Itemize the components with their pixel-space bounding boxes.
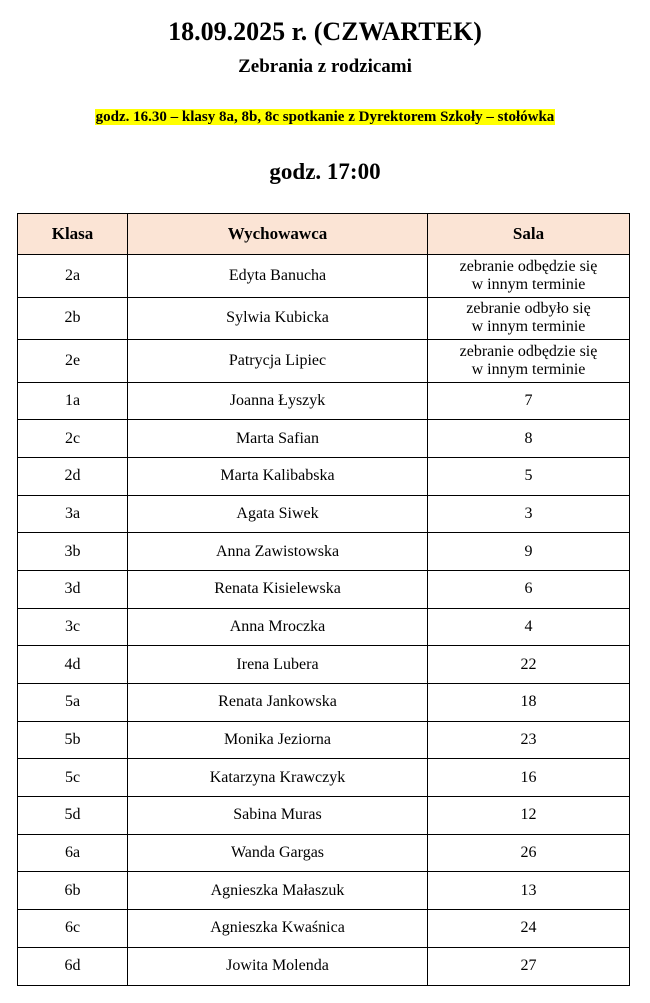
cell-sala: 22 (428, 646, 630, 684)
table-row (18, 495, 630, 533)
cell-klasa: 5b (18, 721, 128, 759)
cell-wychowawca: Agata Siwek (128, 495, 428, 533)
column-header-klasa: Klasa (18, 214, 128, 255)
column-header-sala: Sala (428, 214, 630, 255)
cell-klasa: 3a (18, 495, 128, 533)
table-row (18, 759, 630, 797)
cell-sala (428, 340, 630, 383)
cell-wychowawca: Jowita Molenda (128, 947, 428, 985)
cell-klasa: 6a (18, 834, 128, 872)
cell-klasa: 4d (18, 646, 128, 684)
cell-wychowawca: Marta Kalibabska (128, 457, 428, 495)
cell-wychowawca: Sabina Muras (128, 797, 428, 835)
cell-sala: 9 (428, 533, 630, 571)
cell-klasa: 3b (18, 533, 128, 571)
cell-klasa: 2a (18, 255, 128, 298)
table-row (18, 872, 630, 910)
table-row (18, 570, 630, 608)
table-row (18, 608, 630, 646)
cell-sala: 12 (428, 797, 630, 835)
sala-note-line: zebranie odbędzie się (459, 342, 598, 360)
cell-sala: 6 (428, 570, 630, 608)
schedule-table (17, 213, 630, 986)
cell-klasa: 5d (18, 797, 128, 835)
cell-sala: 8 (428, 420, 630, 458)
cell-sala (428, 297, 630, 340)
cell-klasa: 2e (18, 340, 128, 383)
cell-klasa: 6b (18, 872, 128, 910)
sala-note-line: w innym terminie (471, 318, 586, 336)
highlight-notice (0, 107, 650, 127)
cell-klasa: 6d (18, 947, 128, 985)
cell-sala: 23 (428, 721, 630, 759)
table-row (18, 340, 630, 383)
table-row (18, 910, 630, 948)
page-subtitle: Zebrania z rodzicami (238, 56, 412, 77)
column-header-wychowawca: Wychowawca (128, 214, 428, 255)
table-row (18, 834, 630, 872)
cell-klasa: 2d (18, 457, 128, 495)
cell-sala: 24 (428, 910, 630, 948)
cell-wychowawca: Edyta Banucha (128, 255, 428, 298)
cell-klasa: 3c (18, 608, 128, 646)
table-row (18, 797, 630, 835)
page-title: 18.09.2025 r. (CZWARTEK) (168, 17, 482, 46)
cell-sala: 16 (428, 759, 630, 797)
table-row (18, 255, 630, 298)
cell-sala: 26 (428, 834, 630, 872)
cell-sala (428, 255, 630, 298)
cell-sala: 18 (428, 684, 630, 722)
sala-note-line: zebranie odbędzie się (459, 257, 598, 275)
cell-klasa: 3d (18, 570, 128, 608)
cell-wychowawca: Marta Safian (128, 420, 428, 458)
cell-wychowawca: Renata Jankowska (128, 684, 428, 722)
table-row (18, 533, 630, 571)
cell-wychowawca: Wanda Gargas (128, 834, 428, 872)
cell-wychowawca: Sylwia Kubicka (128, 297, 428, 340)
cell-wychowawca: Agnieszka Małaszuk (128, 872, 428, 910)
cell-wychowawca: Monika Jeziorna (128, 721, 428, 759)
table-row (18, 420, 630, 458)
cell-sala: 27 (428, 947, 630, 985)
table-row (18, 646, 630, 684)
table-row (18, 684, 630, 722)
table-row (18, 721, 630, 759)
cell-sala: 5 (428, 457, 630, 495)
table-body (18, 255, 630, 986)
cell-wychowawca: Agnieszka Kwaśnica (128, 910, 428, 948)
table-header-row (18, 214, 630, 255)
cell-klasa: 5c (18, 759, 128, 797)
sala-note-line: w innym terminie (471, 275, 586, 293)
table-row (18, 297, 630, 340)
cell-wychowawca: Katarzyna Krawczyk (128, 759, 428, 797)
cell-wychowawca: Irena Lubera (128, 646, 428, 684)
cell-wychowawca: Anna Zawistowska (128, 533, 428, 571)
cell-sala: 4 (428, 608, 630, 646)
table-row (18, 457, 630, 495)
cell-klasa: 1a (18, 382, 128, 420)
cell-wychowawca: Renata Kisielewska (128, 570, 428, 608)
sala-note-line: zebranie odbyło się (466, 300, 591, 318)
cell-klasa: 6c (18, 910, 128, 948)
highlight-notice-text: godz. 16.30 – klasy 8a, 8b, 8c spotkanie z Dyrektorem Szkoły – stołówka (95, 109, 555, 125)
cell-sala: 13 (428, 872, 630, 910)
cell-sala: 7 (428, 382, 630, 420)
sala-note-line: w innym terminie (471, 360, 586, 378)
cell-klasa: 2c (18, 420, 128, 458)
table-row (18, 947, 630, 985)
cell-sala: 3 (428, 495, 630, 533)
cell-klasa: 2b (18, 297, 128, 340)
meeting-time: godz. 17:00 (269, 159, 381, 184)
cell-wychowawca: Patrycja Lipiec (128, 340, 428, 383)
cell-wychowawca: Anna Mroczka (128, 608, 428, 646)
cell-wychowawca: Joanna Łyszyk (128, 382, 428, 420)
table-row (18, 382, 630, 420)
cell-klasa: 5a (18, 684, 128, 722)
